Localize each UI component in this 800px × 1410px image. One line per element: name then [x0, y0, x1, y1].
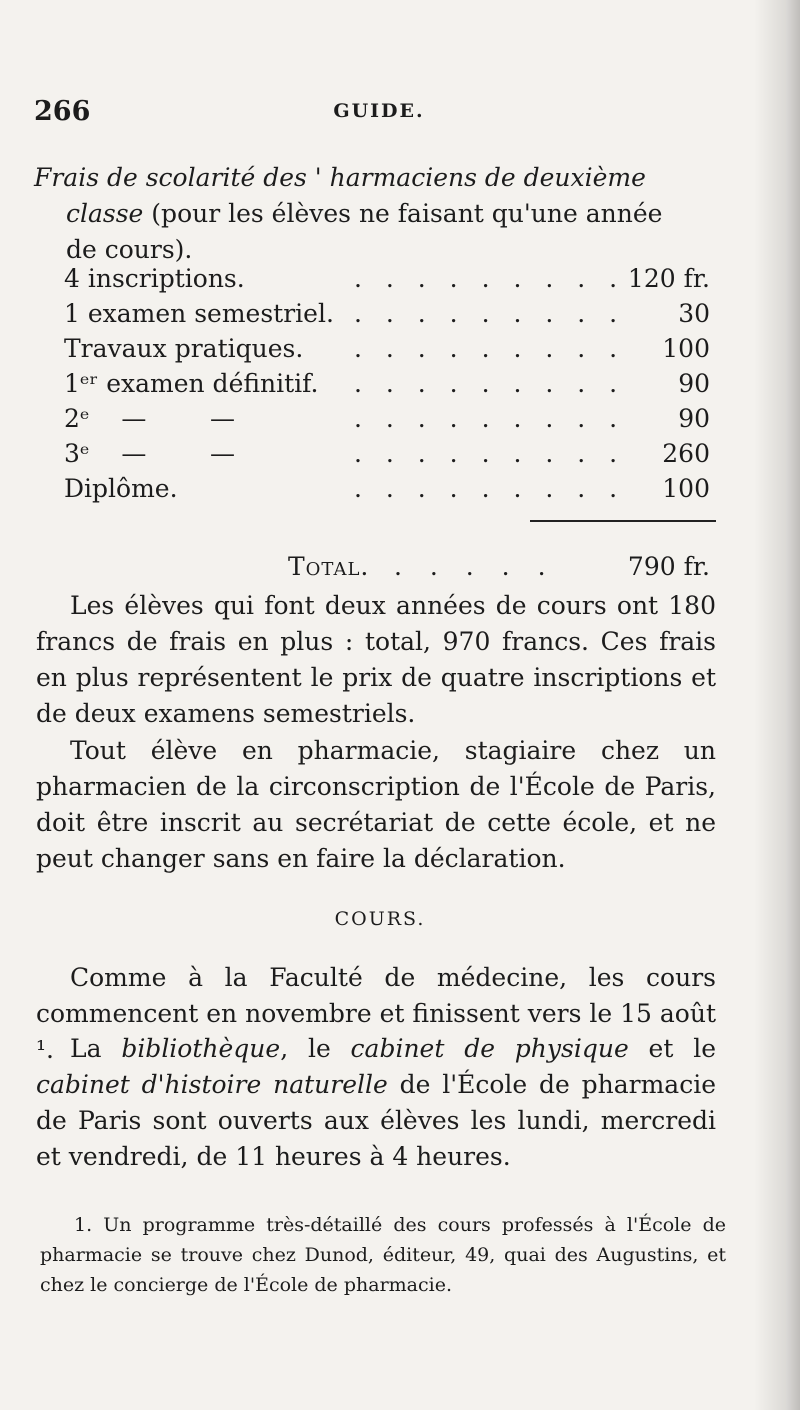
fee-row — [64, 474, 710, 509]
fee-amount: 120 fr. — [627, 264, 710, 293]
text-run: La — [70, 1034, 122, 1063]
paragraph-course-dates: Comme à la Faculté de médecine, les cours commencent en novembre et finissent vers le 15 août ¹. — [36, 963, 716, 1064]
fee-row — [64, 299, 710, 334]
fee-label: 1 examen semestriel. — [64, 299, 334, 328]
leader-dots: . . . . . . . . . — [354, 264, 626, 293]
section-title: COURS. — [334, 908, 426, 930]
page-header — [34, 96, 724, 136]
fee-label: 4 inscriptions. — [64, 264, 245, 293]
total-label: Total. — [288, 552, 370, 581]
paragraph-facilities — [36, 1031, 716, 1175]
fee-amount: 260 — [662, 439, 710, 468]
fee-amount: 90 — [678, 369, 710, 398]
sum-rule — [530, 520, 716, 522]
leader-dots: . . . . . . . . . — [354, 334, 626, 363]
fee-amount: 30 — [678, 299, 710, 328]
leader-dots: . . . . . . . . . — [354, 439, 626, 468]
fee-label: Diplôme. — [64, 474, 178, 503]
page-number: 266 — [34, 96, 91, 127]
leader-dots: . . . . . . . . . — [354, 299, 626, 328]
total-amount: 790 fr. — [627, 552, 710, 581]
fee-amount: 90 — [678, 404, 710, 433]
paragraph-registration: Tout élève en pharmacie, stagiaire chez un pharmacien de la circonscription de l'École de Paris, doit être inscrit au secrétariat de cette école, et ne peut changer sans en faire la déclaration. — [36, 736, 716, 873]
physics-cabinet-term: cabinet de physique — [350, 1034, 629, 1063]
leader-dots: . . . . . . . . . — [354, 474, 626, 503]
fees-intro — [34, 160, 724, 268]
fee-amount: 100 — [662, 474, 710, 503]
paragraph-two-years: Les élèves qui font deux années de cours ont 180 francs de frais en plus : total, 970 francs. Ces frais en plus représentent le prix de quatre inscriptions et de deux examens semestriels. — [36, 591, 716, 728]
text-run: , le — [280, 1034, 351, 1063]
fee-label: 1ᵉʳ examen définitif. — [64, 369, 319, 398]
intro-line-2 — [34, 196, 724, 232]
library-term: bibliothèque — [121, 1034, 281, 1063]
fee-row — [64, 404, 710, 439]
running-head: GUIDE. — [333, 100, 425, 122]
natural-history-term: cabinet d'histoire naturelle — [36, 1070, 388, 1099]
text-run: de l'École de pharmacie de Paris sont ouverts aux élèves les lundi, mercredi et vendredi, de 11 heures à 4 heures. — [36, 1070, 716, 1171]
total-row — [64, 552, 710, 587]
fee-row — [64, 264, 710, 299]
leader-dots: . . . . . . . . . — [354, 404, 626, 433]
fee-amount: 100 — [662, 334, 710, 363]
intro-classe: classe — [66, 199, 144, 228]
fee-label: Travaux pratiques. — [64, 334, 304, 363]
leader-dots: . . . . . — [394, 552, 556, 581]
fee-label: 3ᵉ — — — [64, 439, 235, 468]
text-run: et le — [628, 1034, 716, 1063]
fee-label: 2ᵉ — — — [64, 404, 235, 433]
fee-row — [64, 369, 710, 404]
fee-table — [64, 264, 710, 509]
fee-row — [64, 439, 710, 474]
intro-heading: Frais de scolarité des ' harmaciens de deuxième — [34, 163, 646, 192]
footnote: 1. Un programme très-détaillé des cours professés à l'École de pharmacie se trouve chez Dunod, éditeur, 49, quai des Augustins, et chez le concierge de l'École de pharmacie. — [40, 1214, 726, 1296]
page-edge-shadow — [754, 0, 800, 1410]
leader-dots: . . . . . . . . . — [354, 369, 626, 398]
intro-rest: (pour les élèves ne faisant qu'une année — [143, 199, 663, 228]
intro-line-3: de cours). — [66, 235, 193, 264]
fee-row — [64, 334, 710, 369]
